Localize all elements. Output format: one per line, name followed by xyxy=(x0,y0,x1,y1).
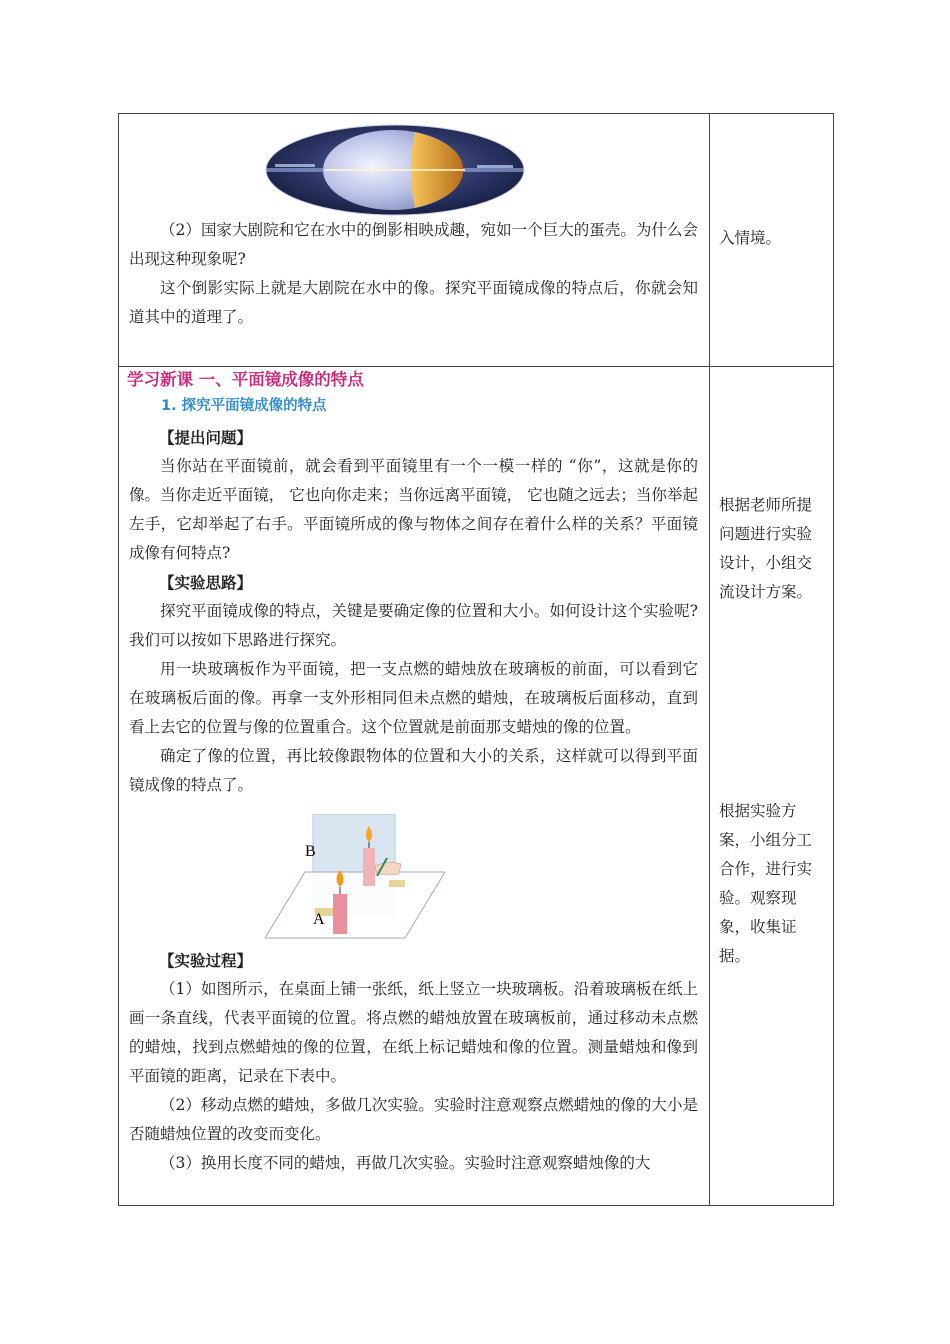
label-a: A xyxy=(313,911,325,928)
label-b: B xyxy=(305,843,316,860)
content-cell xyxy=(119,367,710,1206)
note-cell xyxy=(710,114,834,367)
heading-process: 【实验过程】 xyxy=(159,951,253,970)
paragraph: 探究平面镜成像的特点，关键是要确定像的位置和大小。如何设计这个实验呢?我们可以按如下思路进行探究。 xyxy=(129,602,698,649)
table-row xyxy=(119,114,834,367)
heading-idea: 【实验思路】 xyxy=(159,573,253,592)
paragraph: 确定了像的位置，再比较像跟物体的位置和大小的关系，这样就可以得到平面镜成像的特点了。 xyxy=(129,747,698,794)
heading-question: 【提出问题】 xyxy=(159,428,253,447)
paragraph: （3）换用长度不同的蜡烛，再做几次实验。实验时注意观察蜡烛像的大 xyxy=(160,1154,651,1172)
table-row xyxy=(119,367,834,1206)
content-cell xyxy=(119,114,710,367)
paragraph: 当你站在平面镜前，就会看到平面镜里有一个一模一样的 “你”，这就是你的像。当你走近平面镜， 它也向你走来；当你远离平面镜， 它也随之远去；当你举起左手，它却举起了右手。平面镜所成的像与物体之间存在着什么样的关系？平面镜成像有何特点? xyxy=(129,457,698,562)
note-text: 根据老师所提问题进行实验设计，小组交流设计方案。 xyxy=(719,496,813,601)
paragraph: （2）移动点燃的蜡烛，多做几次实验。实验时注意观察点燃蜡烛的像的大小是否随蜡烛位置的改变而变化。 xyxy=(129,1096,698,1143)
paragraph: 这个倒影实际上就是大剧院在水中的像。探究平面镜成像的特点后，你就会知道其中的道理了。 xyxy=(129,279,698,326)
lesson-plan-table xyxy=(118,113,834,1206)
section-title: 学习新课 一、平面镜成像的特点 xyxy=(127,370,364,389)
note-cell xyxy=(710,367,834,1206)
note-text: 入情境。 xyxy=(719,229,782,247)
sub-title: 1. 探究平面镜成像的特点 xyxy=(161,398,327,414)
candle-experiment-figure xyxy=(265,814,445,942)
paragraph: 用一块玻璃板作为平面镜，把一支点燃的蜡烛放在玻璃板的前面，可以看到它在玻璃板后面的像。再拿一支外形相同但未点燃的蜡烛，在玻璃板后面移动，直到看上去它的位置与像的位置重合。这个位置就是前面那支蜡烛的像的位置。 xyxy=(129,660,698,736)
paragraph: （1）如图所示，在桌面上铺一张纸，纸上竖立一块玻璃板。沿着玻璃板在纸上画一条直线，代表平面镜的位置。将点燃的蜡烛放置在玻璃板前，通过移动未点燃的蜡烛，找到点燃蜡烛的像的位置，在纸上标记蜡烛和像的位置。测量蜡烛和像到平面镜的距离，记录在下表中。 xyxy=(129,980,698,1085)
paragraph: （2）国家大剧院和它在水中的倒影相映成趣，宛如一个巨大的蛋壳。为什么会出现这种现象呢? xyxy=(129,221,698,268)
national-theater-photo xyxy=(265,124,525,216)
note-text: 根据实验方案，小组分工合作，进行实验。观察现象，收集证据。 xyxy=(719,802,813,965)
